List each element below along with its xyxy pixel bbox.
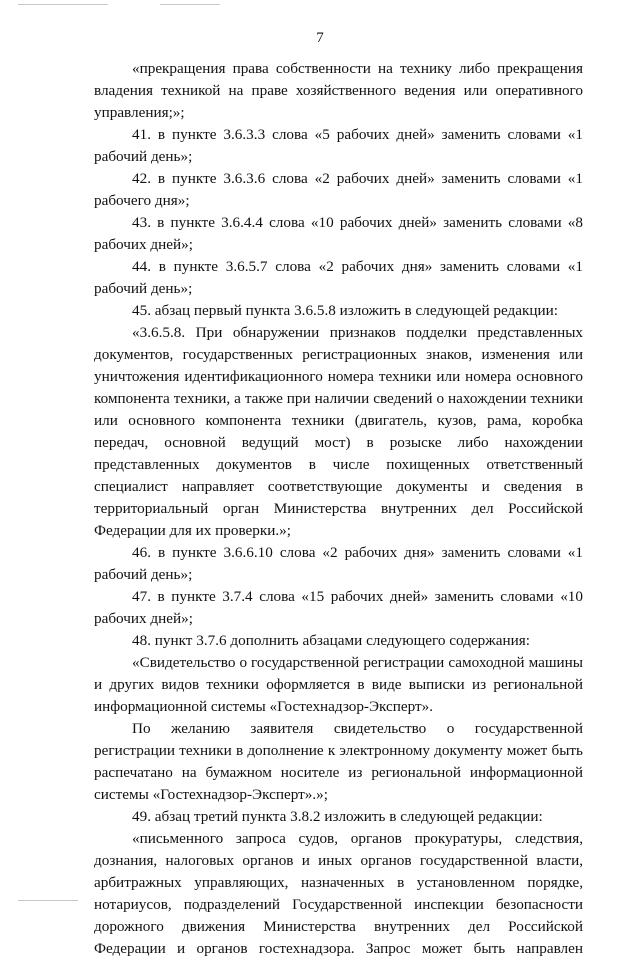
paragraph: 49. абзац третий пункта 3.8.2 изложить в следующей редакции: <box>132 808 543 825</box>
scan-edge-mark <box>18 900 78 901</box>
paragraph: 47. в пункте 3.7.4 слова «15 рабочих дней» заменить словами «10 рабочих дней»; <box>94 588 583 627</box>
paragraph: «прекращения права собственности на технику либо прекращения владения техникой на праве хозяйственного ведения или оперативного управления;»; <box>94 60 583 121</box>
paragraph: 42. в пункте 3.6.3.6 слова «2 рабочих дней» заменить словами «1 рабочего дня»; <box>94 170 583 209</box>
paragraph: 43. в пункте 3.6.4.4 слова «10 рабочих дней» заменить словами «8 рабочих дней»; <box>94 214 583 253</box>
paragraph: «письменного запроса судов, органов прокуратуры, следствия, дознания, налоговых органов и иных органов государственной власти, арбитражных управляющих, назначенных в установленном порядке, нотариусов, подразделений Государственной инспекции безопасности дорожного движения Министерства внутренних дел Российской Федерации и органов гостехнадзора. Запрос может быть направлен <box>94 830 583 957</box>
paragraph: 46. в пункте 3.6.6.10 слова «2 рабочих дня» заменить словами «1 рабочий день»; <box>94 544 583 583</box>
page-number: 7 <box>316 30 324 46</box>
scan-edge-mark <box>18 4 108 5</box>
scan-edge-mark <box>160 4 220 5</box>
paragraph: 48. пункт 3.7.6 дополнить абзацами следующего содержания: <box>132 632 530 649</box>
paragraph: «3.6.5.8. При обнаружении признаков подделки представленных документов, государственных регистрационных знаков, изменения или уничтожения идентификационного номера техники или номера основного компонента техники, а также при наличии сведений о нахождении техники или основного компонента техники (двигатель, кузов, рама, коробка передач, основной ведущий мост) в розыске либо нахождении представленных документов в числе похищенных ответственный специалист направляет соответствующие документы и сведения в территориальный орган Министерства внутренних дел Российской Федерации для их проверки.»; <box>94 324 583 539</box>
document-body <box>94 58 583 960</box>
paragraph: 41. в пункте 3.6.3.3 слова «5 рабочих дней» заменить словами «1 рабочий день»; <box>94 126 583 165</box>
paragraph: 45. абзац первый пункта 3.6.5.8 изложить в следующей редакции: <box>132 302 558 319</box>
paragraph: По желанию заявителя свидетельство о государственной регистрации техники в дополнение к электронному документу может быть распечатано на бумажном носителе из региональной информационной системы «Гостехнадзор-Эксперт».»; <box>94 720 583 803</box>
paragraph: 44. в пункте 3.6.5.7 слова «2 рабочих дня» заменить словами «1 рабочий день»; <box>94 258 583 297</box>
paragraph: «Свидетельство о государственной регистрации самоходной машины и других видов техники оформляется в виде выписки из региональной информационной системы «Гостехнадзор-Эксперт». <box>94 654 583 715</box>
